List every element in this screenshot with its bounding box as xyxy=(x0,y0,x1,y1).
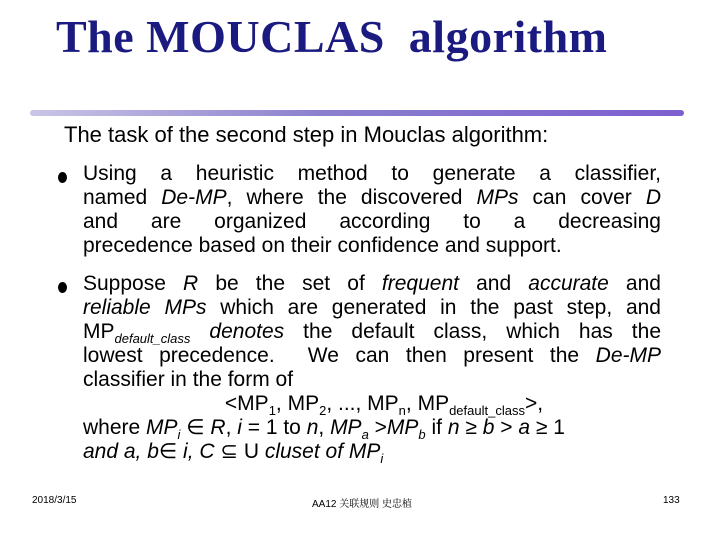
text-line: Using a heuristic method to generate a classifier, xyxy=(83,162,661,185)
bullet-suppose xyxy=(83,272,661,464)
classifier-formula: $<MP_1$, $MP_2$, ..., $MP_n$, $MP_{default\_class}>$, xyxy=(224,392,544,418)
footer-date: 2018/3/15 xyxy=(32,495,77,506)
text-line: reliable MPs which are generated in the past step, and xyxy=(83,296,661,319)
text-line: and a, b∈ i, C ⊆ U cluset of $MP_i$ xyxy=(83,440,384,466)
text-line: classifier in the form of xyxy=(83,368,294,391)
text-line: Suppose R be the set of frequent and accurate and xyxy=(83,272,661,295)
footer-source: AA12 关联规则 史忠植 xyxy=(312,499,413,510)
slide-subtitle: The task of the second step in Mouclas algorithm: xyxy=(64,122,549,147)
page-number: 133 xyxy=(663,495,680,506)
text-line: precedence based on their confidence and support. xyxy=(83,234,562,257)
text-line: lowest precedence. We can then present the De-MP xyxy=(83,344,661,367)
text-line: $MP_{default\_class}$ denotes the default class, which has the xyxy=(83,320,661,346)
text-line: named De-MP, where the discovered MPs can cover D xyxy=(83,186,661,209)
bullet-dot-icon xyxy=(58,282,67,293)
title-divider xyxy=(30,110,684,116)
bullet-dot-icon xyxy=(58,172,67,183)
slide-title: The MOUCLAS algorithm xyxy=(56,11,608,62)
text-line: and are organized according to a decreasing xyxy=(83,210,661,233)
bullet-heuristic xyxy=(83,162,661,258)
text-line: where $MP_i$ ∈ R, i = 1 to n, $MP_a >MP_b$ if n ≥ b > a ≥ 1 xyxy=(83,416,565,442)
